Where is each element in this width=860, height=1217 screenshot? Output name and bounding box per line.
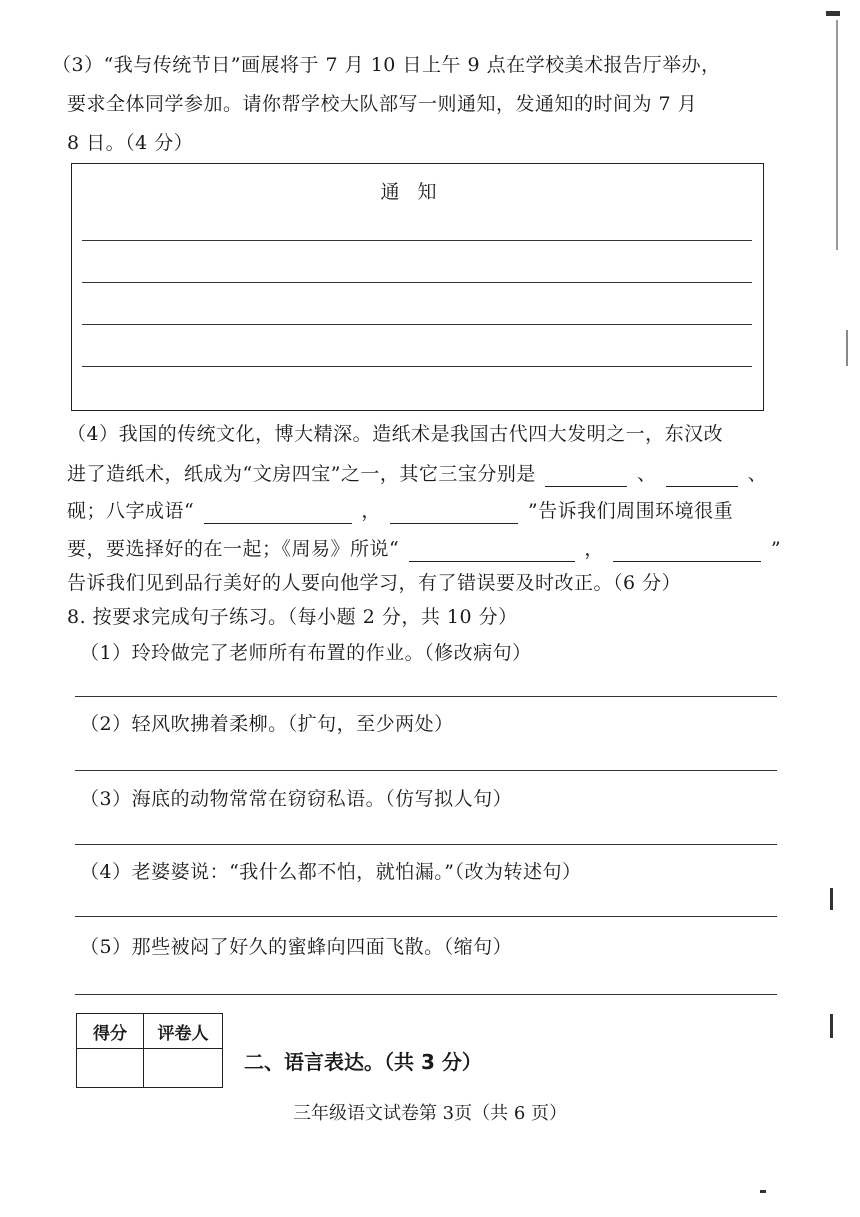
blank-zhouyi-1[interactable] [409, 541, 575, 562]
blank-idiom-1[interactable] [204, 503, 352, 524]
section-2-title: 二、语言表达。（共 3 分） [244, 1050, 482, 1074]
q7-4-line3-comma: ， [361, 500, 381, 522]
grader-cell[interactable] [144, 1049, 223, 1088]
q7-4-line4 [67, 536, 781, 562]
q7-4-sep: 、 [637, 463, 657, 485]
notice-title: 通知 [380, 181, 455, 203]
notice-writing-box[interactable] [71, 163, 764, 411]
q8-item-3: （3）海底的动物常常在窃窃私语。（仿写拟人句） [80, 788, 513, 810]
scan-mark [830, 1014, 833, 1038]
q7-4-line4-text: 要，要选择好的在一起；《周易》所说“ [67, 538, 400, 560]
blank-treasure-1[interactable] [545, 466, 627, 487]
q7-4-line4-comma: ， [584, 538, 604, 560]
notice-line-1 [82, 240, 752, 241]
score-header: 得分 [77, 1014, 144, 1049]
answer-line-5[interactable] [75, 994, 777, 995]
q7-4-line3-end: ”告诉我们周围环境很重 [527, 500, 734, 522]
q7-4-line1: （4）我国的传统文化，博大精深。造纸术是我国古代四大发明之一，东汉改 [67, 423, 724, 445]
page-footer: 三年级语文试卷第 3页（共 6 页） [292, 1103, 568, 1124]
answer-line-1[interactable] [75, 696, 777, 697]
q7-4-line3 [67, 498, 733, 524]
score-cell[interactable] [77, 1049, 144, 1088]
q7-4-line3-text: 砚；八字成语“ [67, 500, 195, 522]
q7-4-line2 [67, 461, 767, 487]
blank-treasure-2[interactable] [666, 466, 738, 487]
q7-3-line1: （3）“我与传统节日”画展将于 7 月 10 日上午 9 点在学校美术报告厅举办， [52, 54, 721, 76]
scan-edge-line [846, 330, 848, 366]
q7-3-line3: 8 日。（4 分） [67, 132, 194, 154]
answer-line-2[interactable] [75, 770, 777, 771]
q7-4-line4-end: ” [770, 538, 782, 560]
q8-item-4: （4）老婆婆说：“我什么都不怕，就怕漏。”（改为转述句） [80, 861, 582, 883]
q7-4-line5: 告诉我们见到品行美好的人要向他学习，有了错误要及时改正。（6 分） [67, 572, 682, 594]
q7-4-line2-end: 、 [747, 463, 768, 485]
q7-3-line2: 要求全体同学参加。请你帮学校大队部写一则通知，发通知的时间为 7 月 [67, 93, 698, 115]
blank-zhouyi-2[interactable] [613, 541, 761, 562]
notice-line-4 [82, 366, 752, 367]
answer-line-3[interactable] [75, 844, 777, 845]
scan-mark [826, 11, 840, 16]
q8-item-5: （5）那些被闷了好久的蜜蜂向四面飞散。（缩句） [80, 936, 513, 958]
grader-header: 评卷人 [144, 1014, 223, 1049]
q8-item-2: （2）轻风吹拂着柔柳。（扩句，至少两处） [80, 713, 454, 735]
notice-line-3 [82, 324, 752, 325]
score-table [76, 1013, 223, 1088]
blank-idiom-2[interactable] [390, 503, 518, 524]
q7-4-line2-text: 进了造纸术，纸成为“文房四宝”之一，其它三宝分别是 [67, 463, 536, 485]
q8-item-1: （1）玲玲做完了老师所有布置的作业。（修改病句） [80, 642, 532, 664]
q8-header: 8. 按要求完成句子练习。（每小题 2 分，共 10 分） [67, 606, 518, 628]
answer-line-4[interactable] [75, 916, 777, 917]
scan-mark [830, 888, 833, 910]
scan-mark [760, 1190, 766, 1193]
scan-edge-line [836, 20, 838, 250]
notice-line-2 [82, 282, 752, 283]
